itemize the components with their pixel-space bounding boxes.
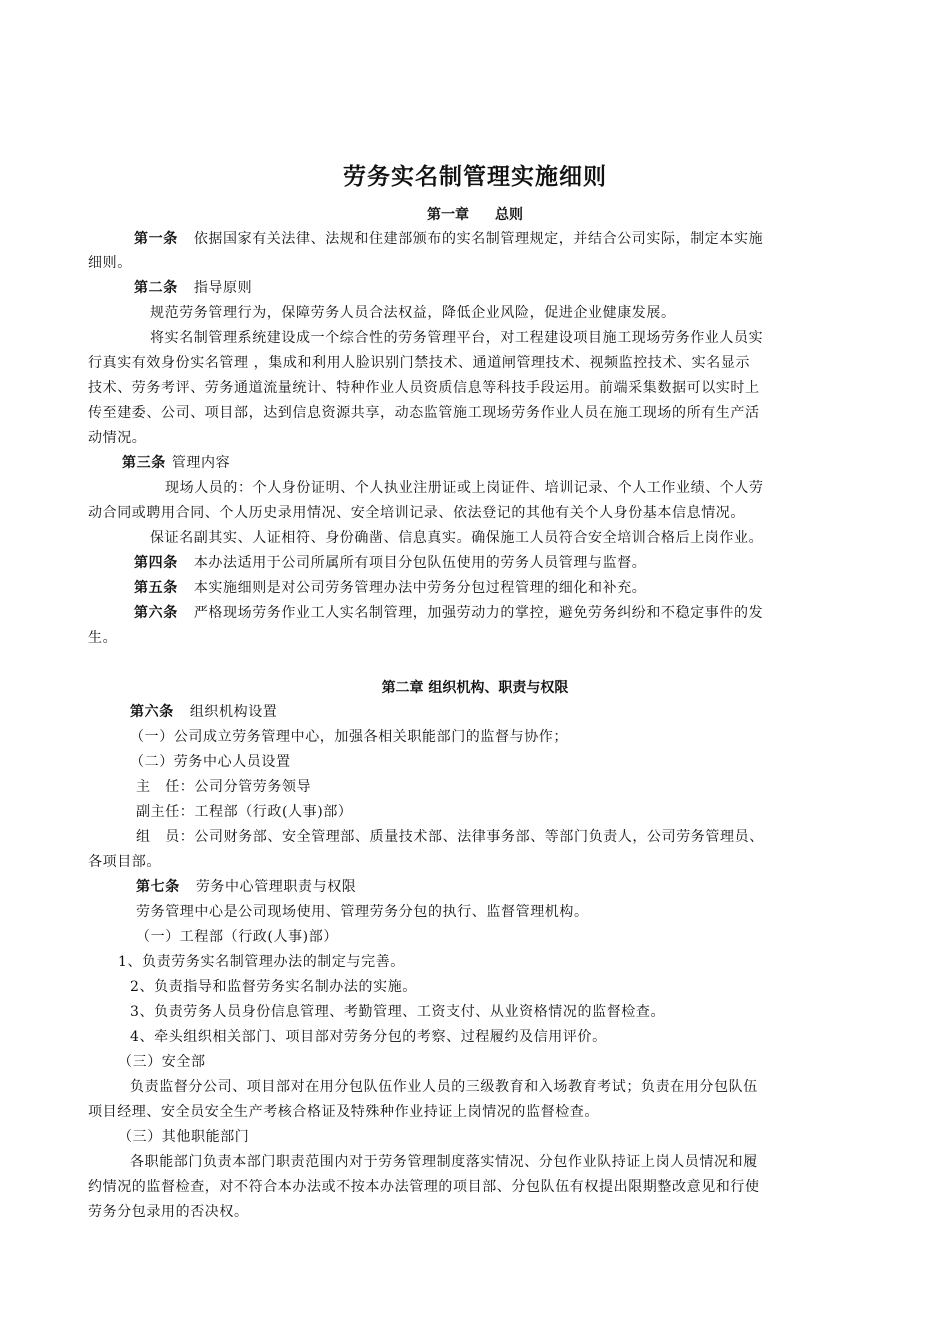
article-2-paragraph-2-line-3: 技术、劳务考评、劳务通道流量统计、特种作业人员资质信息等科技手段运用。前端采集数据可以实时上 [88, 380, 760, 396]
other-duty-line-2: 约情况的监督检查，对不符合本办法或不按本办法管理的项目部、分包队伍有权提出限期整改意见和行使 [88, 1179, 760, 1195]
article-6 [134, 601, 763, 625]
article-2-text: 指导原则 [193, 280, 253, 296]
article-2-paragraph-2-line-5: 动情况。 [88, 430, 147, 446]
article-3-paragraph-1-line-1: 现场人员的：个人身份证明、个人执业注册证或上岗证件、培训记录、个人工作业绩、个人劳 [165, 480, 764, 496]
org-members-line-1: 组 员：公司财务部、安全管理部、质量技术部、法律事务部、等部门负责人，公司劳务管理员、 [136, 829, 764, 845]
duty-item-1: 1、负责劳务实名制管理办法的制定与完善。 [118, 954, 405, 970]
safety-duty-line-2: 项目经理、安全员安全生产考核合格证及特殊种作业持证上岗情况的监督检查。 [88, 1104, 599, 1120]
chapter-2-article-6-text: 组织机构设置 [189, 704, 278, 720]
duty-item-3: 3、负责劳务人员身份信息管理、考勤管理、工资支付、从业资格情况的监督检查。 [130, 1004, 666, 1020]
chapter-2-heading: 第二章 组织机构、职责与权限 [381, 680, 569, 696]
article-1-text: 依据国家有关法律、法规和住建部颁布的实名制管理规定，并结合公司实际，制定本实施 [193, 231, 764, 247]
org-members-line-2: 各项目部。 [88, 854, 161, 870]
duty-section-engineering: （一）工程部（行政(人事)部） [136, 929, 338, 945]
duty-section-other: （三）其他职能部门 [118, 1129, 250, 1145]
chapter-1-name: 总则 [495, 207, 523, 223]
other-duty-line-3: 劳务分包录用的否决权。 [88, 1204, 249, 1220]
article-3-label: 第三条 [122, 455, 166, 471]
duty-item-4: 4、牵头组织相关部门、项目部对劳务分包的考察、过程履约及信用评价。 [130, 1029, 607, 1045]
org-item-1: （一）公司成立劳务管理中心，加强各相关职能部门的监督与协作； [130, 729, 568, 745]
chapter-2-article-7 [136, 875, 356, 899]
article-2-paragraph-1: 规范劳务管理行为，保障劳务人员合法权益，降低企业风险，促进企业健康发展。 [150, 305, 676, 321]
article-4-label: 第四条 [134, 555, 178, 571]
safety-duty-line-1: 负责监督分公司、项目部对在用分包队伍作业人员的三级教育和入场教育考试；负责在用分包队伍 [130, 1079, 758, 1095]
article-2-paragraph-2-line-2: 行真实有效身份实名管理 ，集成和利用人脸识别门禁技术、通道闸管理技术、视频监控技术、实名显示 [88, 355, 751, 371]
org-director: 主 任：公司分管劳务领导 [136, 779, 312, 795]
article-1 [134, 227, 763, 251]
article-4 [134, 551, 646, 575]
article-6-label: 第六条 [134, 605, 178, 621]
article-5-text: 本实施细则是对公司劳务管理办法中劳务分包过程管理的细化和补充。 [193, 580, 647, 596]
chapter-1-number: 第一章 [427, 207, 469, 223]
article-1-label: 第一条 [134, 231, 178, 247]
article-3-paragraph-1-line-2: 动合同或聘用合同、个人历史录用情况、安全培训记录、依法登记的其他有关个人身份基本信息情况。 [88, 505, 745, 521]
chapter-2-article-7-text: 劳务中心管理职责与权限 [195, 879, 357, 895]
article-6-text: 严格现场劳务作业工人实名制管理，加强劳动力的掌控，避免劳务纠纷和不稳定事件的发 [193, 605, 764, 621]
other-duty-line-1: 各职能部门负责本部门职责范围内对于劳务管理制度落实情况、分包作业队持证上岗人员情况和履 [130, 1154, 758, 1170]
duty-section-safety: （三）安全部 [118, 1054, 206, 1070]
chapter-2-article-7-label: 第七条 [136, 879, 180, 895]
org-deputy-director: 副主任：工程部（行政(人事)部） [136, 804, 353, 820]
article-3-paragraph-2: 保证名副其实、人证相符、身份确凿、信息真实。确保施工人员符合安全培训合格后上岗作业。 [150, 530, 764, 546]
article-5 [134, 576, 646, 600]
article-3 [122, 451, 230, 475]
article-6-text-cont: 生。 [88, 630, 118, 646]
article-3-text: 管理内容 [171, 455, 231, 471]
org-item-2: （二）劳务中心人员设置 [130, 754, 291, 770]
article-4-text: 本办法适用于公司所属所有项目分包队伍使用的劳务人员管理与监督。 [193, 555, 647, 571]
article-2 [134, 276, 252, 300]
article-5-label: 第五条 [134, 580, 178, 596]
article-1-text-cont: 细则。 [88, 255, 132, 271]
article-2-label: 第二条 [134, 280, 178, 296]
chapter-1-heading [0, 204, 950, 224]
article-2-paragraph-2-line-4: 传至建委、公司、项目部，达到信息资源共享，动态监管施工现场劳务作业人员在施工现场的所有生产活 [88, 405, 760, 421]
duty-item-2: 2、负责指导和监督劳务实名制办法的实施。 [130, 979, 417, 995]
labor-center-description: 劳务管理中心是公司现场使用、管理劳务分包的执行、监督管理机构。 [136, 904, 589, 920]
article-2-paragraph-2-line-1: 将实名制管理系统建设成一个综合性的劳务管理平台，对工程建设项目施工现场劳务作业人员实 [150, 330, 764, 346]
document-title: 劳务实名制管理实施细则 [343, 163, 607, 190]
chapter-2-article-6-label: 第六条 [130, 704, 174, 720]
chapter-2-article-6 [130, 700, 277, 724]
